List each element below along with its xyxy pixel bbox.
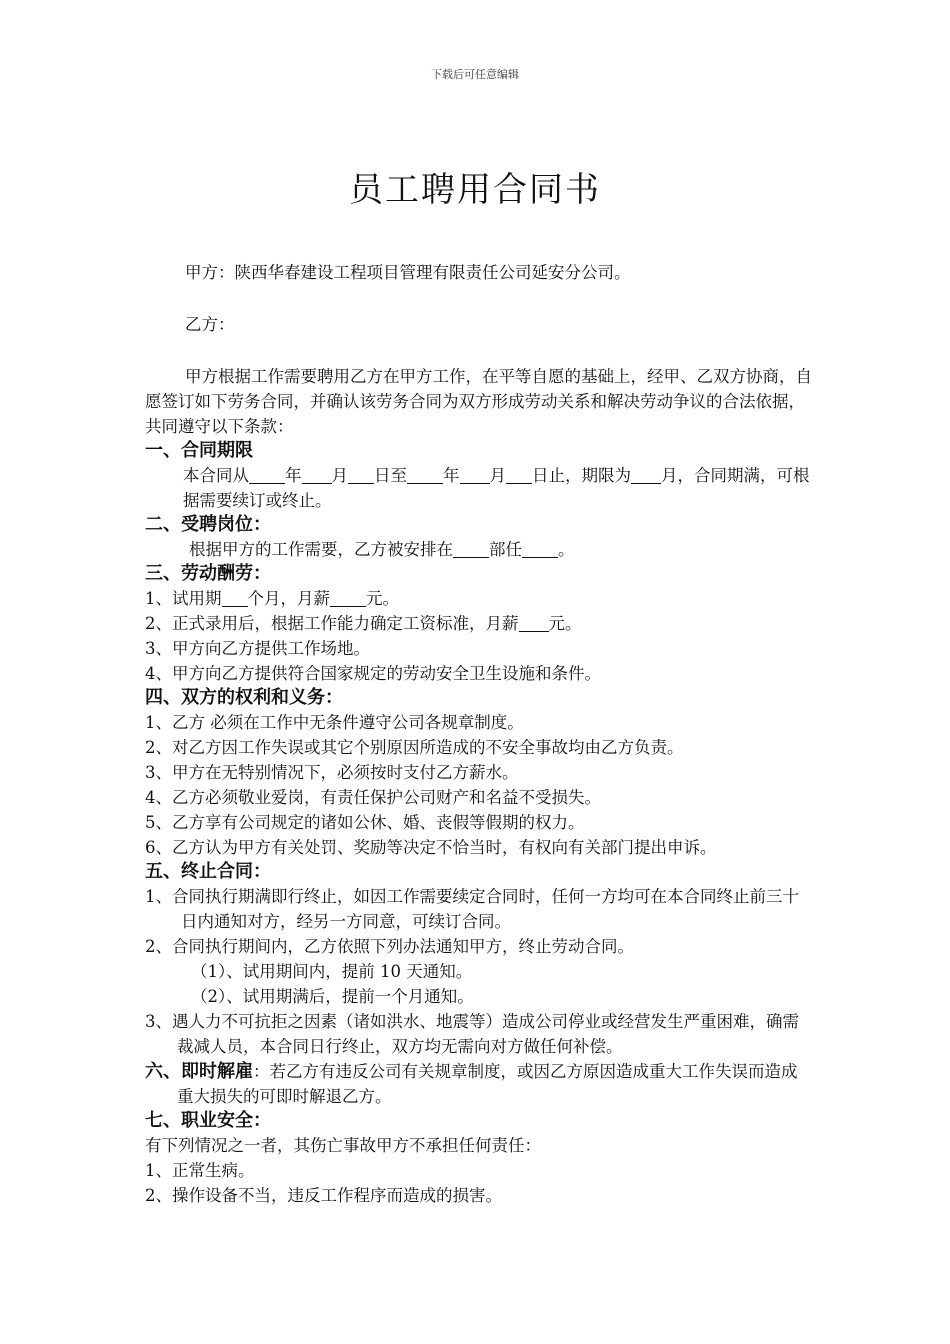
document-title: 员工聘用合同书 bbox=[349, 170, 601, 210]
section-7-heading: 七、职业安全： bbox=[145, 1110, 271, 1131]
section-5-item-3: 3、遇人力不可抗拒之因素（诸如洪水、地震等）造成公司停业或经营发生严重困难，确需裁减人员，本合同日行终止，双方均无需向对方做任何补偿。 bbox=[145, 1012, 799, 1056]
blank-probation-months bbox=[222, 589, 248, 607]
blank-year bbox=[249, 466, 285, 484]
party-a: 甲方：陕西华春建设工程项目管理有限责任公司延安分公司。 bbox=[185, 263, 631, 282]
section-3-heading: 三、劳动酬劳： bbox=[145, 563, 271, 584]
section-5-item-1: 1、合同执行期满即行终止，如因工作需要续定合同时，任何一方均可在本合同终止前三十日内通知对方，经另一方同意，可续订合同。 bbox=[145, 887, 799, 931]
blank-day bbox=[506, 466, 532, 484]
section-4-item: 3、甲方在无特别情况下，必须按时支付乙方薪水。 bbox=[145, 763, 519, 782]
blank-position bbox=[522, 540, 558, 558]
section-1-text: 本合同从 年 月 日至 年 月 日止，期限为 月，合同期满，可根据需要续订或终止。 bbox=[183, 466, 810, 510]
intro-paragraph: 甲方根据工作需要聘用乙方在甲方工作，在平等自愿的基础上，经甲、乙双方协商，自愿签订如下劳务合同，并确认该劳务合同为双方形成劳动关系和解决劳动争议的合法依据，共同遵守以下条款： bbox=[145, 367, 812, 436]
section-4-item: 6、乙方认为甲方有关处罚、奖励等决定不恰当时，有权向有关部门提出申诉。 bbox=[145, 838, 717, 857]
section-7-lead: 有下列情况之一者，其伤亡事故甲方不承担任何责任： bbox=[145, 1136, 541, 1155]
section-5-sub-1: （1）、试用期间内，提前 10 天通知。 bbox=[191, 962, 473, 981]
section-3-item-2: 2、正式录用后，根据工作能力确定工资标准，月薪 元。 bbox=[145, 614, 582, 633]
section-4-heading: 四、双方的权利和义务： bbox=[145, 687, 343, 708]
blank-month bbox=[302, 466, 332, 484]
section-4-item: 2、对乙方因工作失误或其它个别原因所造成的不安全事故均由乙方负责。 bbox=[145, 738, 684, 757]
section-7-item-2: 2、操作设备不当，违反工作程序而造成的损害。 bbox=[145, 1186, 502, 1205]
section-7-item-1: 1、正常生病。 bbox=[145, 1161, 255, 1180]
section-5-heading: 五、终止合同： bbox=[145, 861, 271, 882]
section-6 bbox=[145, 1059, 813, 1109]
header-note: 下载后可任意编辑 bbox=[431, 68, 519, 81]
section-6-heading: 六、即时解雇 bbox=[145, 1061, 253, 1082]
section-5-sub-2: （2）、试用期满后，提前一个月通知。 bbox=[191, 987, 474, 1006]
blank-salary bbox=[519, 614, 549, 632]
section-2-heading: 二、受聘岗位： bbox=[145, 514, 271, 535]
blank-department bbox=[453, 540, 489, 558]
contract-body bbox=[145, 260, 813, 1208]
section-1-heading: 一、合同期限 bbox=[145, 440, 253, 461]
section-3-item-4: 4、甲方向乙方提供符合国家规定的劳动安全卫生设施和条件。 bbox=[145, 664, 601, 683]
section-3-item-1: 1、试用期 个月，月薪 元。 bbox=[145, 589, 399, 608]
section-4-item: 1、乙方 必须在工作中无条件遵守公司各规章制度。 bbox=[145, 713, 524, 732]
section-5-item-2: 2、合同执行期间内，乙方依照下列办法通知甲方，终止劳动合同。 bbox=[145, 937, 634, 956]
blank-months bbox=[631, 466, 661, 484]
section-2-text: 根据甲方的工作需要，乙方被安排在 部任 。 bbox=[189, 540, 575, 559]
blank-year bbox=[407, 466, 443, 484]
section-4-item: 5、乙方享有公司规定的诸如公休、婚、丧假等假期的权力。 bbox=[145, 813, 585, 832]
section-4-item: 4、乙方必须敬业爱岗，有责任保护公司财产和名益不受损失。 bbox=[145, 788, 601, 807]
blank-month bbox=[460, 466, 490, 484]
blank-day bbox=[348, 466, 374, 484]
section-6-text: ：若乙方有违反公司有关规章制度，或因乙方原因造成重大工作失误而造成重大损失的可即时解退乙方。 bbox=[177, 1062, 798, 1106]
party-b: 乙方： bbox=[185, 315, 235, 334]
section-3-item-3: 3、甲方向乙方提供工作场地。 bbox=[145, 639, 370, 658]
blank-probation-salary bbox=[330, 589, 366, 607]
